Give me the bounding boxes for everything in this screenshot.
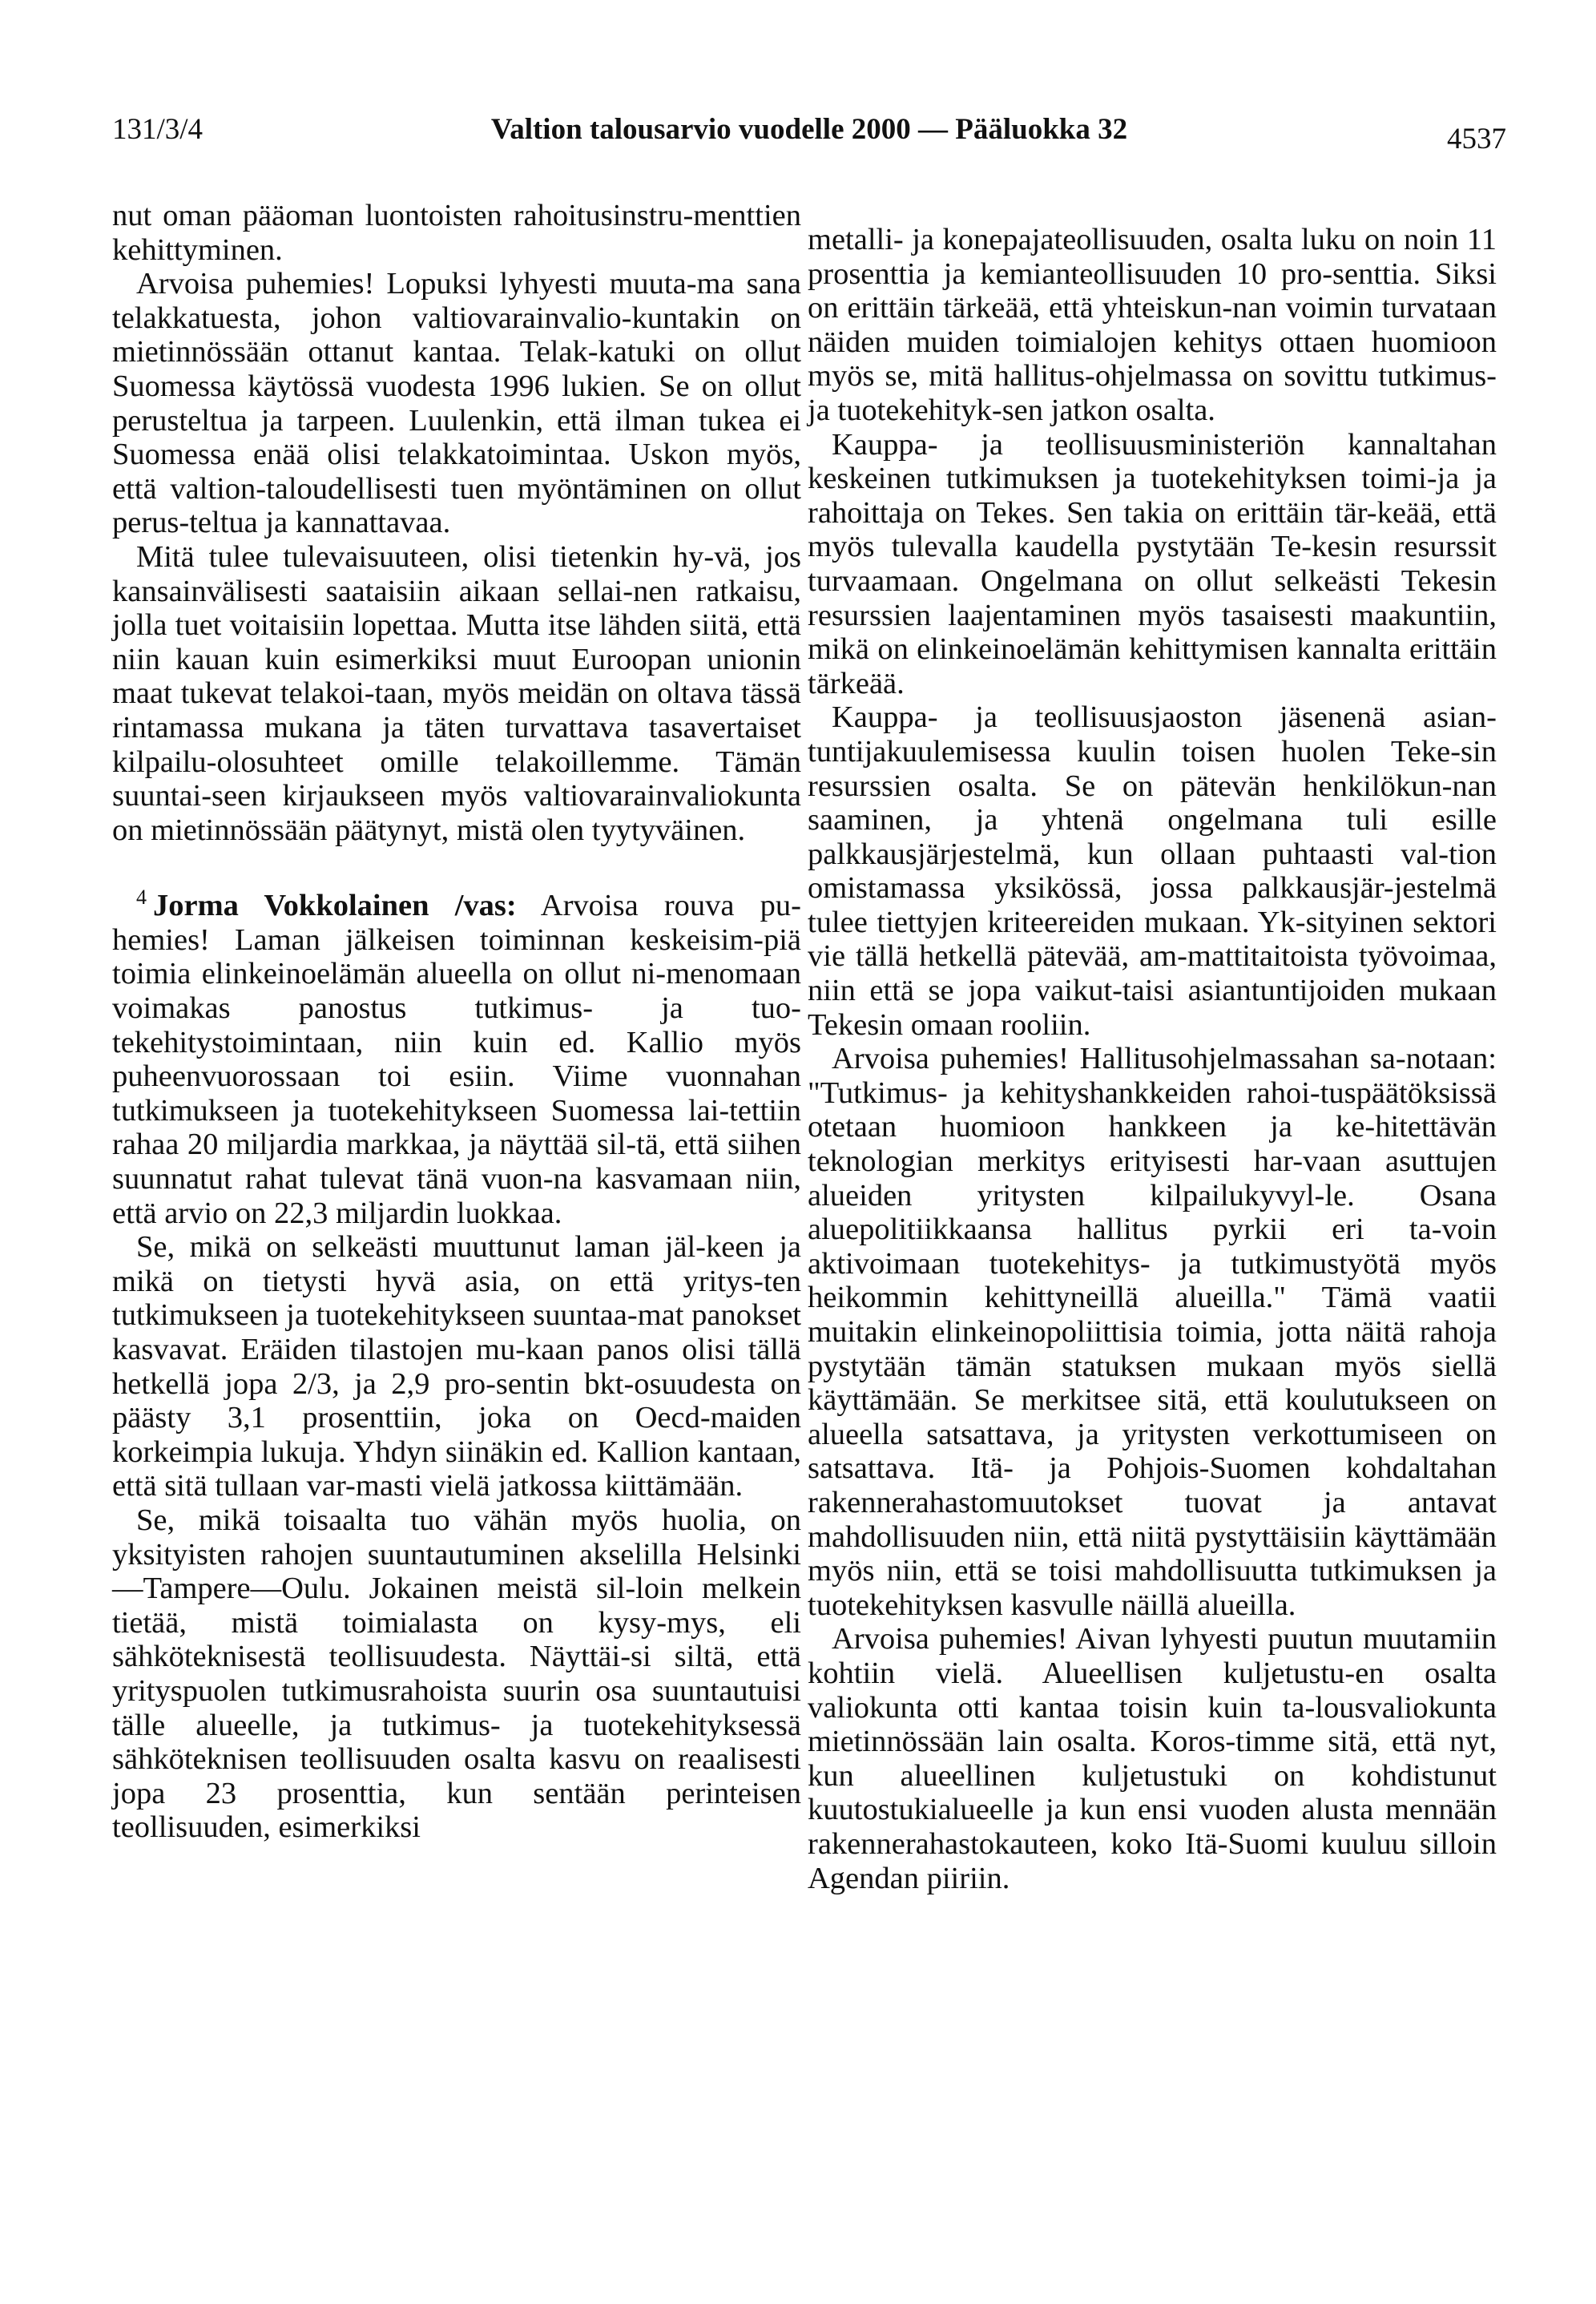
page-number: 4537 — [1447, 123, 1506, 155]
speech-paragraph — [112, 881, 801, 1230]
left-column — [112, 199, 801, 1845]
right-column — [808, 223, 1497, 1895]
paragraph: Arvoisa puhemies! Lopuksi lyhyesti muuta-ma sana telakkatuesta, johon valtiovarainvalio-kuntakin on mietinnössään ottanut kantaa. Telak-katuki on ollut Suomessa käytössä vuodesta 1996 lukien. Se on ollut perusteltua ja tarpeen. Luulenkin, että ilman tukea ei Suomessa enää olisi telakkatoimintaa. Uskon myös, että valtion-taloudellisesti tuen myöntäminen on ollut perus-teltua ja kannattavaa. — [112, 267, 801, 540]
speech-text: Arvoisa rouva pu-hemies! Laman jälkeisen toiminnan keskeisim-piä toimia elinkeinoelämän alueella on ollut ni-menomaan voimakas panostus tutkimus- ja tuo-tekehitystoimintaan, niin kuin ed. Kallio myös puheenvuorossaan toi esiin. Viime vuonnahan tutkimukseen ja tuotekehitykseen Suomessa lai-tettiin rahaa 20 miljardia markkaa, ja näyttää sil-tä, että siihen suunnatut rahat tulevat tänä vuon-na kasvamaan niin, että arvio on 22,3 miljardin luokkaa. — [112, 889, 801, 1230]
running-title: Valtion talousarvio vuodelle 2000 — Pääluokka 32 — [490, 113, 1128, 146]
paragraph: Kauppa- ja teollisuusjaoston jäsenenä asian-tuntijakuulemisessa kuulin toisen huolen Teke-sin resurssien osalta. Se on pätevän henkilökun-nan saaminen, ja yhtenä ongelmana tuli esille palkkausjärjestelmä, kun ollaan puhtaasti val-tion omistamassa yksikössä, jossa palkkausjär-jestelmä tulee tiettyjen kriteereiden mukaan. Yk-sityinen sektori vie tällä hetkellä pätevää, am-mattitaitoista työvoimaa, niin että se jopa vaikut-taisi asiantuntijoiden mukaan Tekesin omaan rooliin. — [808, 700, 1497, 1042]
paragraph: Se, mikä on selkeästi muuttunut laman jäl-keen ja mikä on tietysti hyvä asia, on että yritys-ten tutkimukseen ja tuotekehitykseen suuntaa-mat panokset kasvavat. Eräiden tilastojen mu-kaan panos olisi tällä hetkellä jopa 2/3, ja 2,9 pro-sentin bkt-osuudesta on päästy 3,1 prosenttiin, joka on Oecd-maiden korkeimpia lukuja. Yhdyn siinäkin ed. Kallion kantaan, että sitä tullaan var-masti vielä jatkossa kiittämään. — [112, 1230, 801, 1503]
paragraph: Arvoisa puhemies! Hallitusohjelmassahan sa-notaan: "Tutkimus- ja kehityshankkeiden rahoi-tuspäätöksissä otetaan huomioon hankkeen ja ke-hitettävän teknologian merkitys erityisesti har-vaan asuttujen alueiden yritysten kilpailukyvyl-le. Osana aluepolitiikkaansa hallitus pyrkii eri ta-voin aktivoimaan tuotekehitys- ja tutkimustyötä myös heikommin kehittyneillä alueilla." Tämä vaatii muitakin elinkeinopoliittisia toimia, jotta näitä rahoja pystytään tämän statuksen mukaan myös siellä käyttämään. Se merkitsee sitä, että koulutukseen on alueella satsattava, ja yritysten verkottumiseen on satsattava. Itä- ja Pohjois-Suomen kohdaltahan rakennerahastomuutokset tuovat ja antavat mahdollisuuden niin, että niitä pystyttäisiin käyttämään myös niin, että se toisi mahdollisuutta tutkimuksen ja tuotekehityksen kasvulle näillä alueilla. — [808, 1042, 1497, 1622]
document-reference: 131/3/4 — [112, 113, 204, 146]
page-header — [112, 112, 1506, 168]
paragraph: metalli- ja konepajateollisuuden, osalta luku on noin 11 prosenttia ja kemianteollisuuden 10 pro-senttia. Siksi on erittäin tärkeää, että yhteiskun-nan voimin turvataan näiden muiden toimialojen kehitys ottaen huomioon myös se, mitä hallitus-ohjelmassa on sovittu tutkimus- ja tuotekehityk-sen jatkon osalta. — [808, 223, 1497, 427]
speaker-name: Jorma Vokkolainen /vas: — [153, 889, 517, 923]
paragraph: nut oman pääoman luontoisten rahoitusinstru-menttien kehittyminen. — [112, 199, 801, 267]
paragraph: Se, mikä toisaalta tuo vähän myös huolia, on yksityisten rahojen suuntautuminen akselilla Helsinki—Tampere—Oulu. Jokainen meistä sil-loin melkein tietää, mistä toimialasta on kysy-mys, eli sähköteknisestä teollisuudesta. Näyttäi-si siltä, että yrityspuolen tutkimusrahoista suurin osa suuntautuisi tälle alueelle, ja tutkimus- ja tuotekehityksessä sähköteknisen teollisuuden osalta kasvu on reaalisesti jopa 23 prosenttia, kun sentään perinteisen teollisuuden, esimerkiksi — [112, 1503, 801, 1845]
paragraph: Kauppa- ja teollisuusministeriön kannaltahan keskeinen tutkimuksen ja tuotekehityksen toimi-ja ja rahoittaja on Tekes. Sen takia on erittäin tär-keää, että myös tulevalla kaudella pystytään Te-kesin resurssit turvaamaan. Ongelmana on ollut selkeästi Tekesin resurssien laajentaminen myös tasaisesti maakuntiin, mikä on elinkeinoelämän kehittymisen kannalta erittäin tärkeää. — [808, 427, 1497, 700]
paragraph: Arvoisa puhemies! Aivan lyhyesti puutun muutamiin kohtiin vielä. Alueellisen kuljetustu-en osalta valiokunta otti kantaa toisin kuin ta-lousvaliokunta mietinnössään lain osalta. Koros-timme sitä, että nyt, kun alueellinen kuljetustuki on kohdistunut kuutostukialueelle ja kun ensi vuoden alusta mennään rakennerahastokauteen, koko Itä-Suomi kuuluu silloin Agendan piiriin. — [808, 1622, 1497, 1895]
paragraph: Mitä tulee tulevaisuuteen, olisi tietenkin hy-vä, jos kansainvälisesti saataisiin aikaan sellai-nen ratkaisu, jolla tuet voitaisiin lopettaa. Mutta itse lähden siitä, että niin kauan kuin esimerkiksi muut Euroopan unionin maat tukevat telakoi-taan, myös meidän on oltava tässä rintamassa mukana ja täten turvattava tasavertaiset kilpailu-olosuhteet omille telakoillemme. Tämän suuntai-seen kirjaukseen myös valtiovarainvaliokunta on mietinnössään päätynyt, mistä olen tyytyväinen. — [112, 539, 801, 847]
speech-number: 4 — [136, 886, 147, 910]
